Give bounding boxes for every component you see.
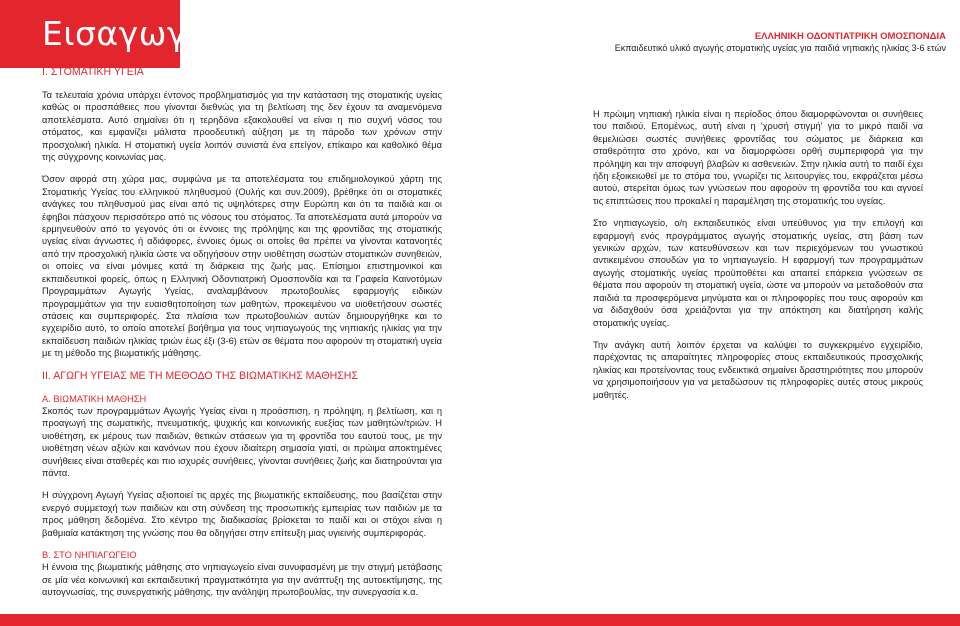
chapter-title: Εισαγωγή bbox=[42, 14, 209, 53]
section-2-heading: ΙΙ. ΑΓΩΓΗ ΥΓΕΙΑΣ ΜΕ ΤΗ ΜΕΘΟΔΟ ΤΗΣ ΒΙΩΜΑΤΙΚΗΣ ΜΑΘΗΣΗΣ bbox=[42, 369, 358, 382]
right-column bbox=[593, 108, 923, 411]
section-1-heading: Ι. ΣΤΟΜΑΤΙΚΗ ΥΓΕΙΑ bbox=[42, 66, 144, 78]
footer-band bbox=[0, 614, 960, 626]
page-number-left: 6 bbox=[41, 614, 46, 623]
paragraph: Η πρώιμη νηπιακή ηλικία είναι η περίοδος όπου διαμορφώνονται οι συνήθειες του παιδιού. Επομένως, αυτή είναι η 'χρυσή στιγμή' για το μικρό παιδί να θεμελιώσει σωστές συνήθειες φροντίδας του σώματος με διάρκεια και σταθερότητα στο χρόνο, και να διαμορφώσει ορθή συμπεριφορά για την πρόληψη και την αποφυγή βλαβών κι ασθενειών. Στην ηλικία αυτή το παιδί έχει ήδη εξοικειωθεί με το στόμα του, γνωρίζει τις λειτουργίες του, εκφράζεται μέσω αυτού, στερείται όμως των γνώσεων που αφορούν τη φροντίδα του και αγνοεί τις επιπτώσεις που προκαλεί η παραμέληση της στοματικής του υγείας. bbox=[593, 109, 923, 206]
paragraph: Σκοπός των προγραμμάτων Αγωγής Υγείας είναι η προάσπιση, η πρόληψη, η βελτίωση, και η προαγωγή της σωματικής, πνευματικής, ψυχικής και κοινωνικής ευεξίας των μαθητών/τριών. Η υιοθέτηση, εκ μέρους των παιδιών, θετικών στάσεων για τη φροντίδα του εαυτού τους, με την υιοθέτηση νέων αξιών και κανόνων που έχουν ιδιαίτερη σημασία γιατί, οι πρώιμα αποκτημένες συνήθειες είναι σταθερές και πιο ισχυρές συνήθειες, γίνονται συνήθειες ζωής και διατηρούνται για πάντα. bbox=[42, 405, 442, 478]
subsection-b-heading: Β. ΣΤΟ ΝΗΠΙΑΓΩΓΕΙΟ bbox=[42, 550, 137, 560]
paragraph: Τα τελευταία χρόνια υπάρχει έντονος προβληματισμός για την κατάσταση της στοματικής υγείας καθώς οι προσπάθειες που γίνονται διεθνώς για τη βελτίωση της δεν έχουν τα αναμενόμενα αποτελέσματα. Αυτό σημαίνει ότι η τερηδόνα εξακολουθεί να είναι η πιο συχνή νόσος του στόματος, και εμφανίζει μάλιστα προοδευτική αύξηση με τη πάροδο των χρόνων στην προσχολική ηλικία. Η στοματική υγεία λοιπόν συνιστά ένα επείγον, επίκαιρο και καθολικό θέμα της σύγχρονης κοινωνίας μας. bbox=[42, 90, 442, 163]
page-number-right: 7 bbox=[915, 614, 920, 623]
subsection-a-heading: Α. ΒΙΩΜΑΤΙΚΗ ΜΑΘΗΣΗ bbox=[42, 393, 147, 404]
left-column bbox=[42, 66, 442, 609]
organization-name: ΕΛΛΗΝΙΚΗ ΟΔΟΝΤΙΑΤΡΙΚΗ ΟΜΟΣΠΟΝΔΙΑ bbox=[754, 31, 946, 42]
paragraph: Στο νηπιαγωγείο, ο/η εκπαιδευτικός είναι υπεύθυνος για την επιλογή και εφαρμογή ενός προγράμματος αγωγής στοματικής υγείας, στη βάση των γενικών αρχών, των κατευθύνσεων και των περιεχόμενων του γνωστικού αντικειμένου σπουδών για το νηπιαγωγείο. Η εφαρμογή των προγραμμάτων αγωγής στοματικής υγείας προϋποθέτει και απαιτεί επάρκεια γνώσεων σε θέματα που αφορούν τη στοματική υγεία, ώστε να μπορούν να μεταδοθούν στα παιδιά τα προσφερόμενα μηνύματα και οι πληροφορίες που τους αφορούν και να διδαχθούν όσα χρειάζονται για την απόκτηση και διατήρηση καλής στοματικής υγείας. bbox=[593, 218, 923, 328]
paragraph: Όσον αφορά στη χώρα μας, συμφώνα με τα αποτελέσματα του επιδημιολογικού χάρτη της Στοματικής Υγείας του ελληνικού πληθυσμού (Ουλής και συν.2009), βρέθηκε ότι οι στοματικές ανάγκες του πληθυσμού μας είναι από τις υψηλότερες στην Ευρώπη και ότι τα παιδιά και οι έφηβοι πάσχουν περισσότερο από τις νόσους του στόματος. Τα αποτελέσματα αυτά μπορούν να ερμηνευθούν από το γεγονός ότι οι έννοιες της πρόληψης και της φροντίδας της στοματικής υγείας είναι άγνωστες ή αδιάφορες, έννοιες όμως οι οποίες θα πρέπει να γίνονται κατανοητές από την προσχολική ηλικία ώστε να οδηγήσουν στην υιοθέτηση σωστών στοματικών συνηθειών, οι οποίες να είναι μόνιμες κατά τη διάρκεια της ζωής μας. Επίσημοι επιστημονικοί και εκπαιδευτικοί φορείς, όπως η Ελληνική Οδοντιατρική Ομοσπονδία και τα Γραφεία Καινοτόμων Προγραμμάτων Αγωγής Υγείας, αναλαμβάνουν πρωτοβουλίες εφαρμογής ειδικών προγραμμάτων για την ευαισθητοποίηση των μαθητών, προκειμένου να υιοθετήσουν σωστές στάσεις και συμπεριφορές. Στα πλαίσια των πρωτοβουλιών αυτών δημιουργήθηκε και το εγχειρίδιο αυτό, το οποίο αποτελεί βοήθημα για τους νηπιαγωγούς της νηπιακής ηλικίας για την εκπαίδευση παιδιών ηλικίας τριών έως έξι (3-6) ετών σε θέματα που αφορούν τη στοματική υγεία με τη μέθοδο της βιωματικής μάθησης. bbox=[42, 174, 442, 359]
paragraph: Η έννοια της βιωματικής μάθησης στο νηπιαγωγείο είναι συνυφασμένη με την στιγμή μετάβασης σε μία νέα κοινωνική και εκπαιδευτική πραγματικότητα για την ανάπτυξη της αυτοεκτίμησης, της αυτογνωσίας, της συνεργατικής μάθησης, την ανάληψη πρωτοβουλίας, την συνεργασία κ.α. bbox=[42, 562, 442, 598]
document-subtitle: Εκπαιδευτικό υλικό αγωγής στοματικής υγείας για παιδιά νηπιακής ηλικίας 3-6 ετών bbox=[614, 43, 946, 53]
paragraph: Την ανάγκη αυτή λοιπόν έρχεται να καλύψει το συγκεκριμένο εγχειρίδιο, παρέχοντας τις απαραίτητες πληροφορίες στους εκπαιδευτικούς προσχολικής ηλικίας και προτείνοντας τους ενδεικτικά σημαίνει δραστηριότητες που μπορούν να χρησιμοποιήσουν για να μεταδώσουν τις πληροφορίες αυτές στους μικρούς μαθητές. bbox=[593, 339, 923, 400]
paragraph: Η σύγχρονη Αγωγή Υγείας αξιοποιεί τις αρχές της βιωματικής εκπαίδευσης, που βασίζεται στην ενεργό συμμετοχή των παιδιών και στη σύνδεση της προσωπικής εμπειρίας των παιδιών με τα προς μάθηση δεδομένα. Στο κέντρο της διαδικασίας βρίσκεται το παιδί και οι στόχοι είναι η βαθμιαία κατάκτηση της γνώσης που θα οδηγήσει στην επίτευξη μιας υγιεινής συμπεριφοράς. bbox=[42, 490, 442, 538]
